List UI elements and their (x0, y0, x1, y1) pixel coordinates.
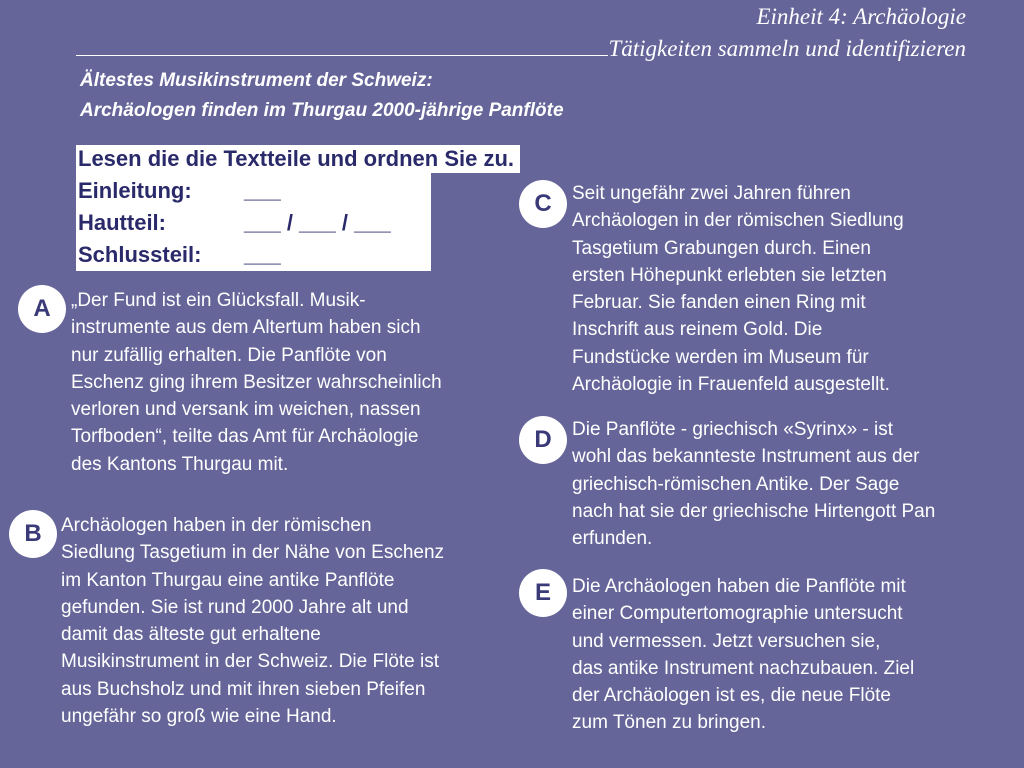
order-label: Hautteil: (78, 210, 166, 235)
article-subheadline: Archäologen finden im Thurgau 2000-jährige Panflöte (80, 100, 564, 121)
text-line: Torfboden“, teilte das Amt für Archäologie (71, 426, 419, 448)
text-line: Die Panflöte - griechisch «Syrinx» - ist (572, 419, 894, 440)
header-subtitle: Tätigkeiten sammeln und identifizieren (608, 36, 966, 61)
order-box (76, 173, 431, 271)
text-line: Eschenz ging ihrem Besitzer wahrscheinlich (71, 371, 442, 393)
text-line: griechisch-römischen Antike. Der Sage (572, 473, 900, 495)
article-headline: Ältestes Musikinstrument der Schweiz: (80, 70, 433, 91)
order-slots: ___ (244, 242, 281, 267)
text-line: Siedlung Tasgetium in der Nähe von Eschenz (61, 542, 445, 564)
order-row-end (78, 240, 281, 270)
text-line: Archäologie in Frauenfeld ausgestellt. (572, 374, 890, 396)
order-row-intro (78, 176, 281, 206)
text-line: wohl das bekannteste Instrument aus der (572, 446, 920, 468)
letter-badge-e: E (519, 569, 567, 617)
text-line: des Kantons Thurgau mit. (71, 453, 289, 475)
text-line: damit das älteste gut erhaltene (61, 624, 321, 646)
order-row-main (78, 208, 391, 238)
text-line: ersten Höhepunkt erlebten sie letzten (572, 264, 887, 286)
paragraph-d (572, 416, 935, 552)
text-line: Die Archäologen haben die Panflöte mit (572, 576, 906, 597)
letter-badge-d: D (519, 416, 567, 464)
text-line: ungefähr so groß wie eine Hand. (61, 706, 337, 728)
text-line: Archäologen haben in der römischen (61, 515, 372, 536)
text-line: Februar. Sie fanden einen Ring mit (572, 292, 866, 314)
task-instruction: Lesen die die Textteile und ordnen Sie zu. (76, 145, 520, 173)
letter-badge-a: A (18, 285, 66, 333)
header-rule (76, 55, 608, 56)
paragraph-c (572, 180, 904, 398)
text-line: und vermessen. Jetzt versuchen sie, (572, 630, 881, 652)
order-slots: ___ (244, 178, 281, 203)
text-line: gefunden. Sie ist rund 2000 Jahre alt und (61, 596, 409, 618)
order-label: Schlussteil: (78, 242, 202, 267)
order-label: Einleitung: (78, 178, 192, 203)
text-line: Fundstücke werden im Museum für (572, 346, 869, 368)
letter-badge-b: B (9, 510, 57, 558)
text-line: Archäologen in der römischen Siedlung (572, 210, 904, 232)
text-line: zum Tönen zu bringen. (572, 712, 766, 734)
header-subtitle-row (76, 36, 966, 62)
text-line: nur zufällig erhalten. Die Panflöte von (71, 344, 387, 366)
text-line: Inschrift aus reinem Gold. Die (572, 319, 823, 341)
text-line: „Der Fund ist ein Glücksfall. Musik- (71, 290, 366, 311)
unit-title: Einheit 4: Archäologie (756, 4, 966, 29)
text-line: Musikinstrument in der Schweiz. Die Flöte ist (61, 651, 440, 673)
text-line: einer Computertomographie untersucht (572, 603, 903, 625)
text-line: Tasgetium Grabungen durch. Einen (572, 237, 871, 259)
order-slots: ___ / ___ / ___ (244, 210, 391, 235)
paragraph-b (61, 512, 444, 730)
text-line: Seit ungefähr zwei Jahren führen (572, 183, 851, 204)
letter-badge-c: C (519, 180, 567, 228)
text-line: das antike Instrument nachzubauen. Ziel (572, 657, 915, 679)
text-line: aus Buchsholz und mit ihren sieben Pfeifen (61, 678, 426, 700)
text-line: im Kanton Thurgau eine antike Panflöte (61, 569, 395, 591)
paragraph-a (71, 287, 442, 478)
text-line: erfunden. (572, 528, 653, 550)
text-line: nach hat sie der griechische Hirtengott Pan (572, 500, 936, 522)
text-line: der Archäologen ist es, die neue Flöte (572, 685, 891, 707)
text-line: instrumente aus dem Altertum haben sich (71, 317, 421, 339)
paragraph-e (572, 573, 914, 737)
text-line: verloren und versank im weichen, nassen (71, 399, 421, 421)
